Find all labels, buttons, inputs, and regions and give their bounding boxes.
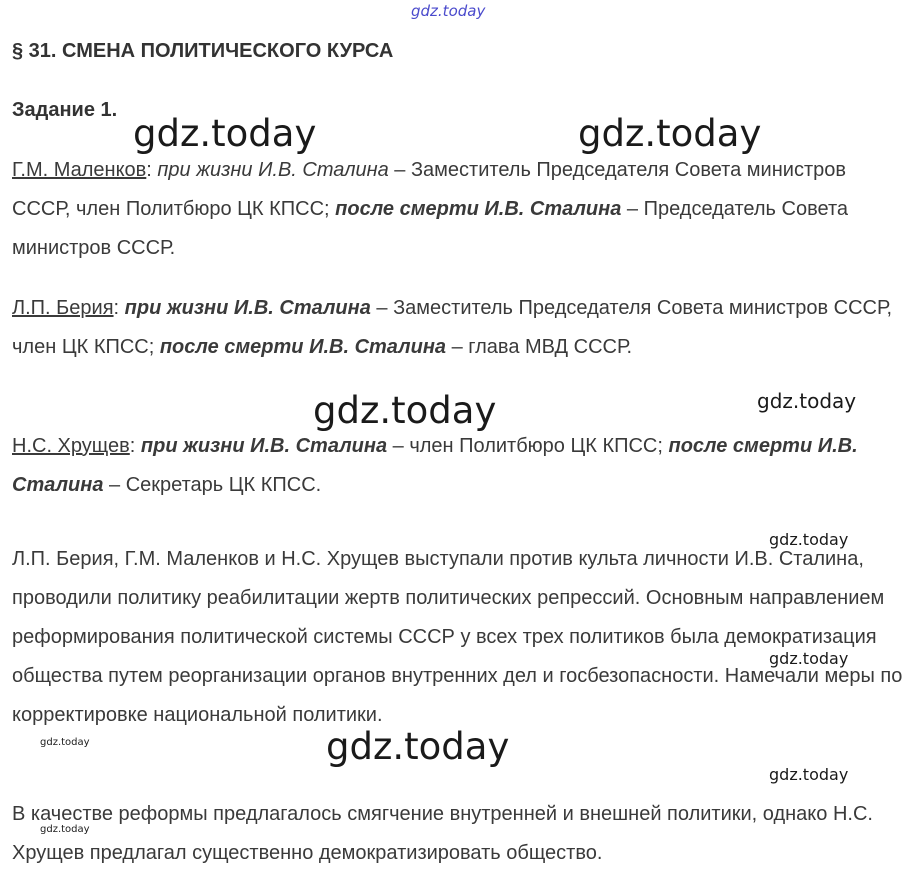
- figure-name: Л.П. Берия: [12, 297, 114, 319]
- figure-name: Г.М. Маленков: [12, 159, 147, 181]
- figure-malenkov: Г.М. Маленков: при жизни И.В. Сталина – Заместитель Председателя Совета министров СССР, член Политбюро ЦК КПСС; после смерти И.В. Сталина – Председатель Совета министров СССР.: [12, 159, 849, 259]
- watermark: gdz.today: [326, 725, 510, 768]
- watermark: gdz.today: [769, 649, 849, 668]
- watermark: gdz.today: [769, 765, 849, 784]
- after-label: после смерти И.В. Сталина: [335, 198, 622, 220]
- after-label: после смерти И.В. Сталина: [12, 435, 858, 496]
- life-label: при жизни И.В. Сталина: [140, 435, 388, 457]
- life-label: при жизни И.В. Сталина: [157, 159, 389, 181]
- watermark: gdz.today: [40, 824, 90, 835]
- task-label: Задание 1.: [12, 99, 118, 121]
- watermark-top: gdz.today: [411, 2, 486, 20]
- reform-paragraph: В качестве реформы предлагалось смягчение внутренней и внешней политики, однако Н.С. Хрущев предлагал существенно демократизировать общество.: [12, 803, 873, 864]
- watermark: gdz.today: [133, 112, 317, 155]
- figure-khrushchev: Н.С. Хрущев: при жизни И.В. Сталина – член Политбюро ЦК КПСС; после смерти И.В. Сталина – Секретарь ЦК КПСС.: [12, 435, 858, 496]
- watermark: gdz.today: [313, 389, 497, 432]
- after-label: после смерти И.В. Сталина: [159, 336, 447, 358]
- watermark: gdz.today: [578, 112, 762, 155]
- figure-name: Н.С. Хрущев: [12, 435, 130, 457]
- figure-beria: Л.П. Берия: при жизни И.В. Сталина – Заместитель Председателя Совета министров СССР, член ЦК КПСС; после смерти И.В. Сталина – глава МВД СССР.: [12, 297, 893, 358]
- watermark: gdz.today: [769, 530, 849, 549]
- page-title: § 31. СМЕНА ПОЛИТИЧЕСКОГО КУРСА: [12, 40, 394, 62]
- summary-paragraph: Л.П. Берия, Г.М. Маленков и Н.С. Хрущев выступали против культа личности И.В. Сталина, проводили политику реабилитации жертв политических репрессий. Основным направлением реформирования политической системы СССР у всех трех политиков была демократизация общества путем реорганизации органов внутренних дел и госбезопасности. Намечали меры по корректировке национальной политики.: [12, 548, 903, 726]
- watermark: gdz.today: [757, 389, 857, 413]
- watermark: gdz.today: [40, 737, 90, 748]
- life-label: при жизни И.В. Сталина: [124, 297, 371, 319]
